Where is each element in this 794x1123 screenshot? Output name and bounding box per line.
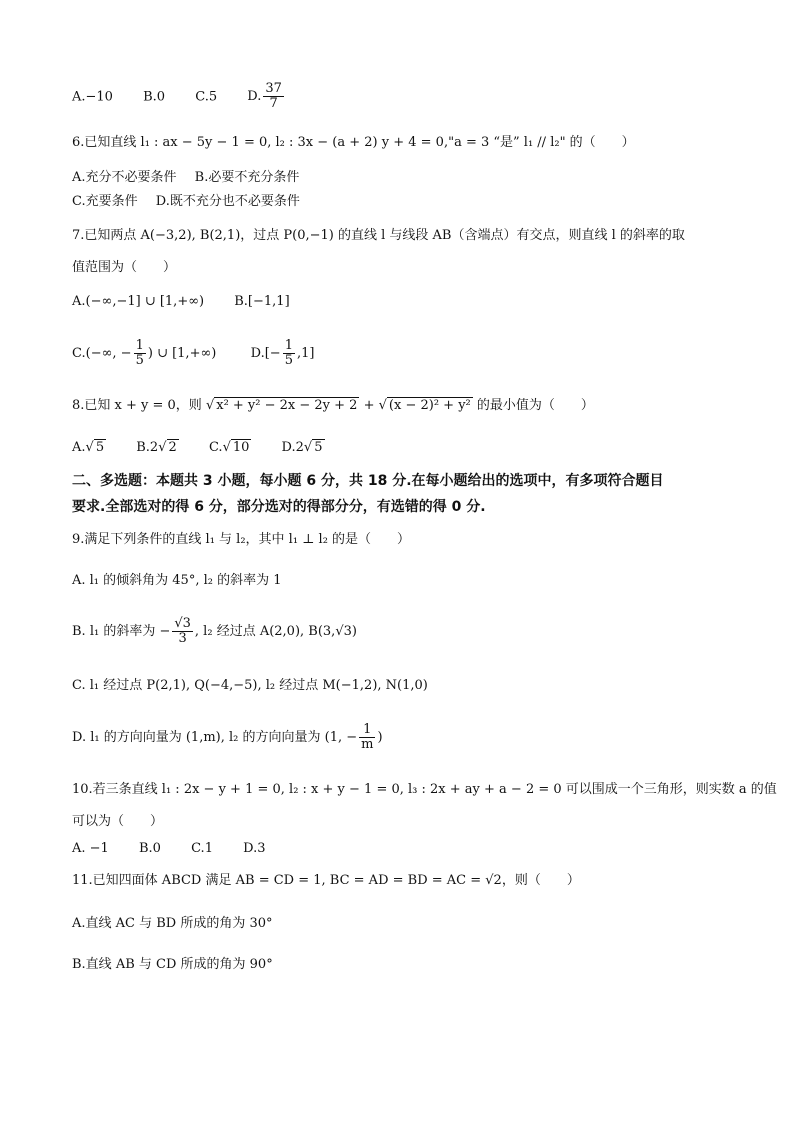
q7-options-row2 (72, 334, 314, 374)
fraction-denominator: 5 (135, 353, 144, 368)
fraction-denominator: m (361, 737, 374, 752)
q10-stem-line2: 可以为（ ） (72, 814, 164, 829)
q5-option-b: B.0 (143, 89, 166, 105)
q9-stem: 9.满足下列条件的直线 l₁ 与 l₂，其中 l₁ ⊥ l₂ 的是（ ） (72, 532, 411, 547)
q7-option-d-suffix: ,1] (296, 346, 315, 361)
q5-options (72, 82, 286, 112)
fraction-denominator: 5 (284, 353, 293, 368)
q11-option-b: B.直线 AB 与 CD 所成的角为 90° (72, 957, 273, 972)
q7-option-c-prefix: C.(−∞, − (72, 346, 132, 361)
q11-stem: 11.已知四面体 ABCD 满足 AB = CD = 1, BC = AD = BD = AC = √2，则（ ） (72, 873, 580, 888)
q8-option-d-root: 5 (314, 440, 323, 455)
q6-option-a: A.充分不必要条件 (72, 170, 177, 185)
q10-option-c: C.1 (191, 841, 213, 856)
q7-option-a: A.(−∞,−1] ∪ [1,+∞) (72, 294, 205, 309)
q8-option-b-label: B.2 (136, 440, 159, 455)
q9-option-c: C. l₁ 经过点 P(2,1), Q(−4,−5), l₂ 经过点 M(−1,2), N(1,0) (72, 678, 428, 693)
fraction-denominator: 3 (178, 631, 187, 646)
q8-option-c: C.√ 10 (208, 440, 250, 455)
q7-stem-line2: 值范围为（ ） (72, 260, 177, 275)
q7-options-row1 (72, 292, 290, 312)
q9-option-b-fraction (172, 617, 193, 647)
fraction-numerator: 37 (265, 81, 282, 96)
q6-option-b: B.必要不充分条件 (194, 170, 300, 185)
q8-option-c-root: 10 (232, 440, 250, 455)
fraction-numerator: 1 (135, 337, 144, 353)
q8-root2: (x − 2)² + y² (388, 398, 471, 413)
q7-option-b: B.[−1,1] (234, 294, 290, 309)
fraction-numerator: 1 (359, 723, 375, 738)
q11-option-a: A.直线 AC 与 BD 所成的角为 30° (72, 916, 273, 931)
q8-option-a-label: A. (72, 440, 86, 455)
q9-option-d-prefix: D. l₁ 的方向向量为 (1,m), l₂ 的方向向量为 (1, − (72, 730, 358, 745)
q8-stem-prefix: 8.已知 x + y = 0，则 (72, 398, 202, 413)
q9-option-d-suffix: ) (377, 730, 383, 745)
q9-option-d-fraction (359, 723, 375, 753)
q6-stem: 6.已知直线 l₁ : ax − 5y − 1 = 0, l₂ : 3x − (a + 2) y + 4 = 0,"a = 3 “是” l₁ // l₂" 的（ ） (72, 135, 635, 150)
q7-stem-line1: 7.已知两点 A(−3,2), B(2,1)，过点 P(0,−1) 的直线 l 与线段 AB（含端点）有交点，则直线 l 的斜率的取 (72, 228, 685, 243)
q7-option-d (250, 337, 315, 368)
q7-option-d-prefix: D.[− (250, 346, 281, 361)
fraction-numerator: 1 (284, 337, 293, 353)
q5-option-d-fraction (263, 82, 284, 112)
q8-option-a: A.√ 5 (72, 440, 105, 455)
q8-option-b: B.2√ 2 (136, 440, 177, 455)
q7-option-d-fraction (283, 339, 295, 369)
q5-option-d-label: D. (247, 89, 262, 105)
section-heading-line1: 二、多选题：本题共 3 小题，每小题 6 分，共 18 分.在每小题给出的选项中，有多项符合题目 (72, 473, 664, 489)
q8-option-d: D.2√ 5 (281, 440, 323, 455)
q10-option-a: A. −1 (72, 841, 109, 856)
q5-option-a: A.−10 (72, 89, 113, 105)
q8-root1: x² + y² − 2x − 2y + 2 (216, 398, 358, 413)
q10-option-b: B.0 (138, 841, 161, 856)
q8-plus-sign: + (363, 398, 375, 413)
q8-options (72, 438, 325, 458)
q7-option-c-suffix: ) ∪ [1,+∞) (147, 346, 217, 361)
q8-stem-suffix: 的最小值为（ ） (476, 398, 594, 413)
q9-option-d (72, 718, 383, 758)
q8-stem: 8.已知 x + y = 0，则 √ x² + y² − 2x − 2y + 2 + √ (x − 2)² + y² 的最小值为（ ） (72, 398, 594, 413)
q10-options (72, 839, 265, 859)
q6-options-row1 (72, 168, 299, 188)
section-heading-line2: 要求.全部选对的得 6 分，部分选对的得部分分，有选错的得 0 分. (72, 499, 486, 515)
q6-option-c: C.充要条件 (72, 194, 138, 209)
q10-stem-line1: 10.若三条直线 l₁ : 2x − y + 1 = 0, l₂ : x + y − 1 = 0, l₃ : 2x + ay + a − 2 = 0 可以围成一个三角形，则实数 a 的值 (72, 782, 777, 797)
q5-option-c: C.5 (195, 89, 218, 105)
q6-options-row2 (72, 192, 300, 212)
q7-option-c-fraction (134, 339, 146, 369)
q8-option-c-label: C. (208, 440, 223, 455)
q8-option-b-root: 2 (168, 440, 177, 455)
q9-option-b-suffix: , l₂ 经过点 A(2,0), B(3,√3) (194, 624, 357, 639)
fraction-numerator: √3 (174, 615, 191, 631)
q10-option-d: D.3 (243, 841, 266, 856)
q8-option-a-root: 5 (95, 440, 105, 455)
q6-option-d: D.既不充分也不必要条件 (155, 194, 300, 209)
q7-option-c (72, 337, 221, 368)
fraction-denominator: 7 (269, 96, 278, 112)
q5-option-d (247, 81, 286, 112)
q9-option-b-prefix: B. l₁ 的斜率为 − (72, 624, 171, 639)
q9-option-a: A. l₁ 的倾斜角为 45°, l₂ 的斜率为 1 (72, 573, 282, 588)
q9-option-b (72, 612, 357, 652)
q8-option-d-label: D.2 (281, 440, 304, 455)
